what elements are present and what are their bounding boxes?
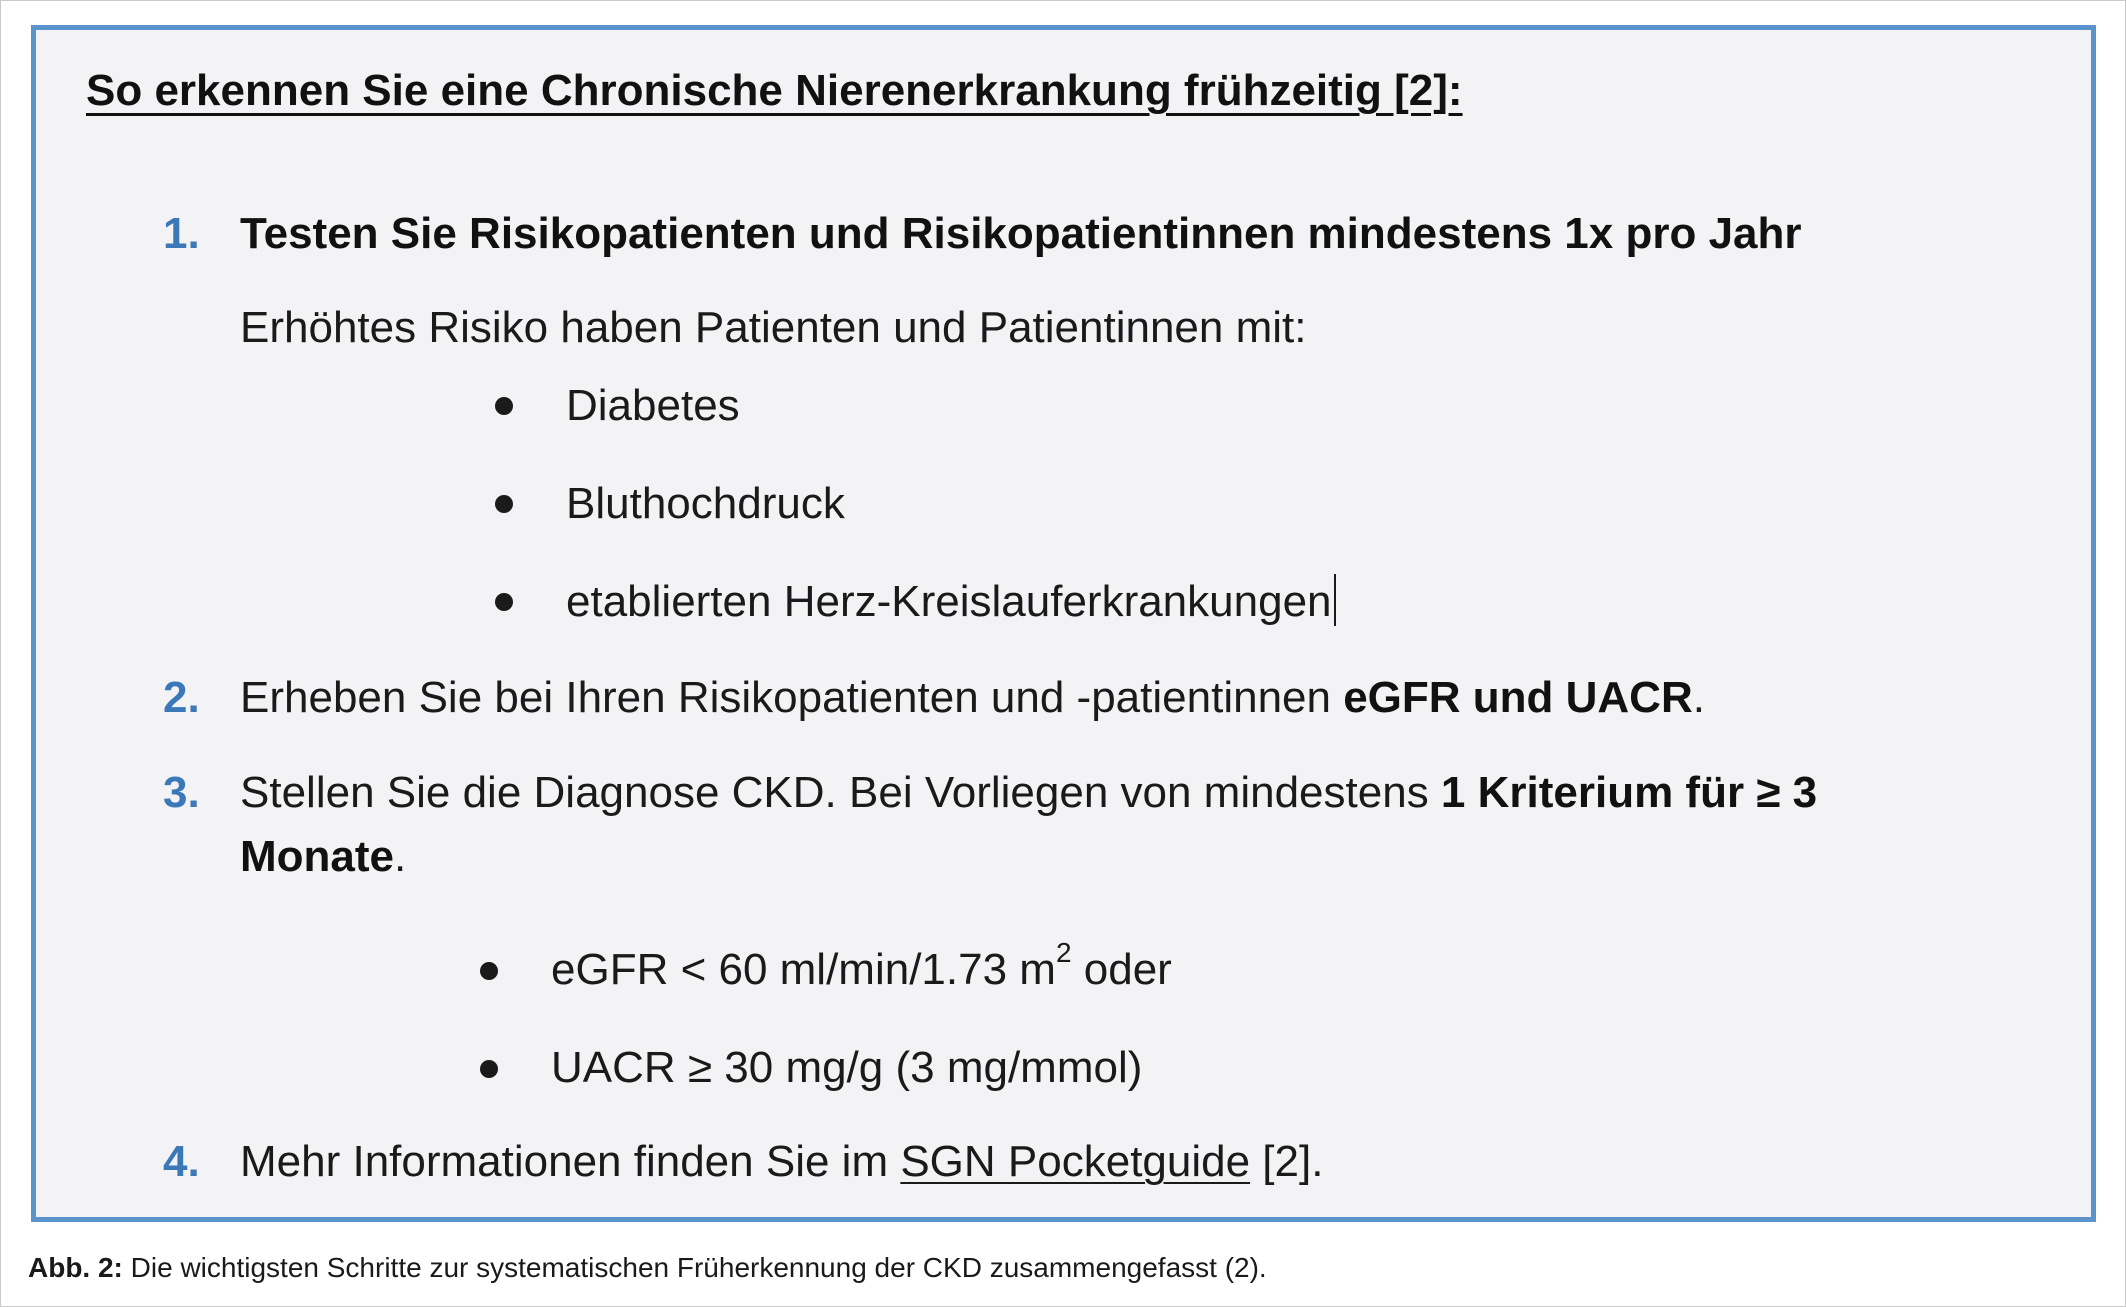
bullet-icon <box>495 495 513 513</box>
step-1-intro: Erhöhtes Risiko haben Patienten und Patientinnen mit: <box>240 303 1307 352</box>
figure-caption <box>28 1252 1267 1284</box>
risk-item-diabetes: Diabetes <box>566 381 740 430</box>
sgn-pocketguide-link[interactable]: SGN Pocketguide <box>900 1137 1251 1186</box>
bullet-icon <box>495 593 513 611</box>
bullet-icon <box>495 397 513 415</box>
step-number: 2. <box>163 673 200 722</box>
step-number: 4. <box>163 1137 200 1186</box>
caption-text: Die wichtigsten Schritte zur systematischen Früherkennung der CKD zusammengefasst (2). <box>122 1252 1267 1283</box>
step-4-text: Mehr Informationen finden Sie im SGN Pocketguide [2]. <box>240 1137 1324 1186</box>
step-3-line-2: Monate. <box>240 832 407 881</box>
step-number: 3. <box>163 768 200 817</box>
box-title: So erkennen Sie eine Chronische Nierenerkrankung frühzeitig [2]: <box>86 66 1463 115</box>
caption-label: Abb. 2: <box>28 1252 123 1283</box>
step-3-line-1: Stellen Sie die Diagnose CKD. Bei Vorliegen von mindestens 1 Kriterium für ≥ 3 <box>240 768 1818 817</box>
text-cursor <box>1334 574 1336 626</box>
criterion-egfr: eGFR < 60 ml/min/1.73 $m^2$ oder <box>551 937 1172 994</box>
risk-item-hypertension: Bluthochdruck <box>566 479 845 528</box>
step-number: 1. <box>163 209 200 258</box>
bullet-icon <box>480 1060 498 1078</box>
bullet-icon <box>480 962 498 980</box>
risk-item-cardiovascular: etablierten Herz-Kreislauferkrankungen <box>566 570 1336 634</box>
criterion-uacr: UACR ≥ 30 mg/g (3 mg/mmol) <box>551 1043 1143 1092</box>
step-2-text: Erheben Sie bei Ihren Risikopatienten und -patientinnen eGFR und UACR. <box>240 673 1705 722</box>
step-1-heading: Testen Sie Risikopatienten und Risikopatientinnen mindestens 1x pro Jahr <box>240 209 1802 258</box>
info-box <box>31 25 2096 1222</box>
